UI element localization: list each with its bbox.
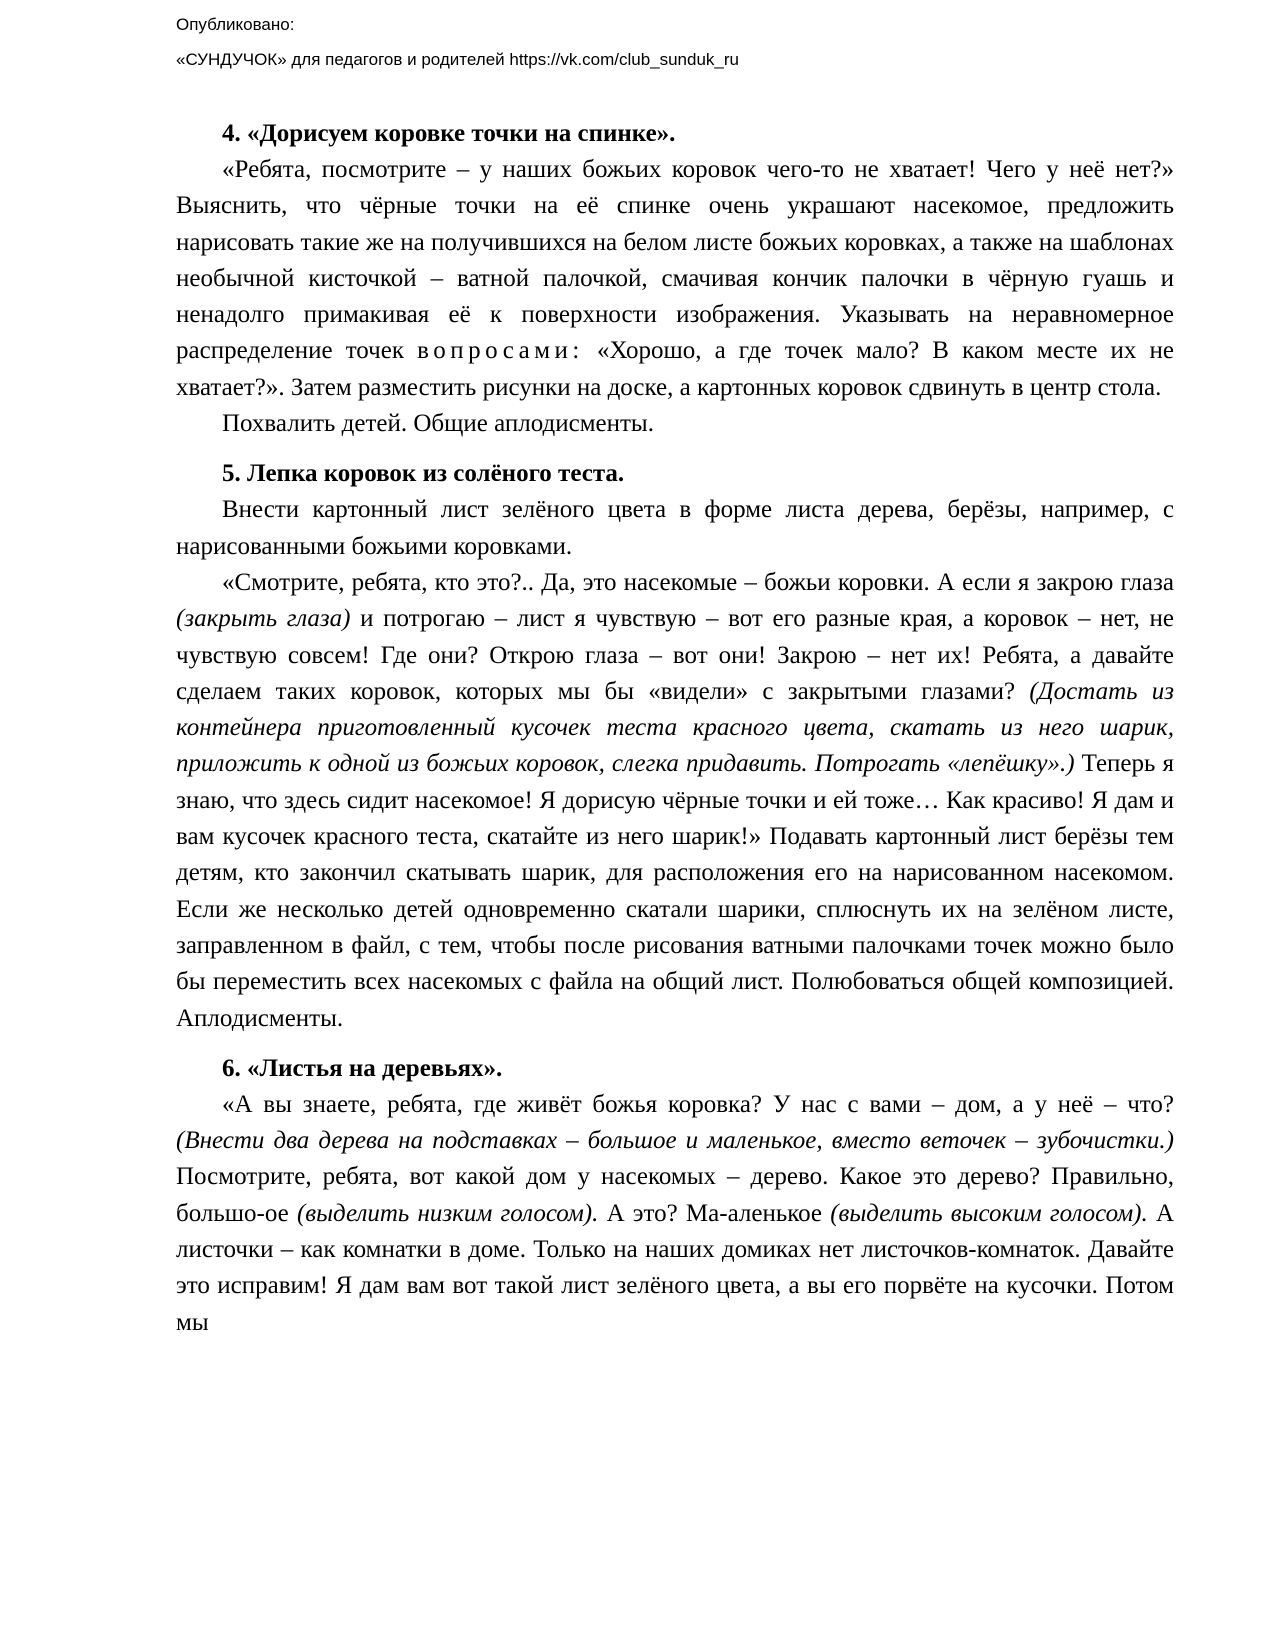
section-6-p1-text-d: А листочки – как комнатки в доме. Только на наших домиках нет листочков-комнаток. Давайте это исправим! Я дам вам вот такой лист зелёного цвета, а вы его порвёте на кусочки. Потом мы [176, 1199, 1174, 1336]
document-body [176, 116, 1174, 1341]
section-5-p2-text-a: «Смотрите, ребята, кто это?.. Да, это насекомые – божьи коровки. А если я закрою глаза [222, 568, 1174, 596]
published-label: Опубликовано: [176, 15, 295, 34]
section-6-p1-italic-2: (выделить низким голосом). [296, 1199, 599, 1227]
section-5-p2-text-c: Теперь я знаю, что здесь сидит насекомое! Я дорисую чёрные точки и ей тоже… Как красиво! Я дам и вам кусочек красного теста, скатайте из него шарик!» Подавать картонный лист берёзы тем детям, кто закончил скатывать шарик, для расположения его на нарисованном насекомом. Если же несколько детей одновременно скатали шарики, сплюснуть их на зелёном листе, заправленном в файл, с тем, чтобы после рисования ватными палочками точек можно было бы переместить всех насекомых с файла на общий лист. Полюбоваться общей композицией. Аплодисменты. [176, 750, 1174, 1032]
section-5-p2-italic-1: (закрыть глаза) [176, 605, 351, 633]
section-6-p1-italic-3: (выделить высоким голосом). [830, 1199, 1148, 1227]
section-5-title: 5. Лепка коровок из солёного теста. [222, 460, 625, 488]
section-5-paragraph-1: Внести картонный лист зелёного цвета в форме листа дерева, берёзы, например, с нарисованными божьими коровками. [176, 496, 1174, 560]
section-5-p2-italic-2: (Достать из контейнера приготовленный кусочек теста красного цвета, скатать из него шарик, приложить к одной из божьих коровок, слегка придавить. Потрогать «лепёшку».) [176, 677, 1175, 778]
section-6-p1-italic-1: (Внести два дерева на подставках – большое и маленькое, вместо веточек – зубочистки.) [176, 1127, 1174, 1155]
section-5-p2-text-b: и потрогаю – лист я чувствую – вот его разные края, а коровок – нет, не чувствую совсем! Где они? Открою глаза – вот они! Закрою – нет их! Ребята, а давайте сделаем таких коровок, которых мы бы «видели» с закрытыми глазами? [176, 605, 1175, 705]
section-4-paragraph-2: Похвалить детей. Общие аплодисменты. [222, 410, 654, 438]
section-6-paragraph-1 [176, 1087, 1174, 1341]
page-header [176, 12, 1176, 72]
section-6-p1-text-a: «А вы знаете, ребята, где живёт божья коровка? У нас с вами – дом, а у неё – что? [222, 1090, 1174, 1118]
section-5-paragraph-2 [176, 565, 1174, 1037]
section-6-p1-text-b: Посмотрите, ребята, вот какой дом у насекомых – дерево. Какое это дерево? Правильно, большо-ое [176, 1163, 1174, 1227]
section-4-p1-text-b: «Хорошо, а где точек мало? В каком месте их не хватает?». Затем разместить рисунки на доске, а картонных коровок сдвинуть в центр стола. [176, 337, 1175, 401]
source-line: «СУНДУЧОК» для педагогов и родителей https://vk.com/club_sunduk_ru [176, 50, 739, 69]
section-4-title: 4. «Дорисуем коровке точки на спинке». [222, 120, 676, 147]
section-4-p1-spaced-word: вопросами: [417, 337, 584, 365]
section-6-title: 6. «Листья на деревьях». [222, 1054, 503, 1082]
section-6-p1-text-c: А это? Ма-аленькое [606, 1199, 823, 1227]
section-4-p1-text-a: «Ребята, посмотрите – у наших божьих коровок чего-то не хватает! Чего у неё нет?» Выяснить, что чёрные точки на её спинке очень украшают насекомое, предложить нарисовать такие же на получившихся на белом листе божьих коровках, а также на шаблонах необычной кисточкой – ватной палочкой, смачивая кончик палочки в чёрную гуашь и ненадолго примакивая её к поверхности изображения. Указывать на неравномерное распределение точек [176, 156, 1174, 365]
section-4-paragraph-1 [176, 152, 1174, 406]
